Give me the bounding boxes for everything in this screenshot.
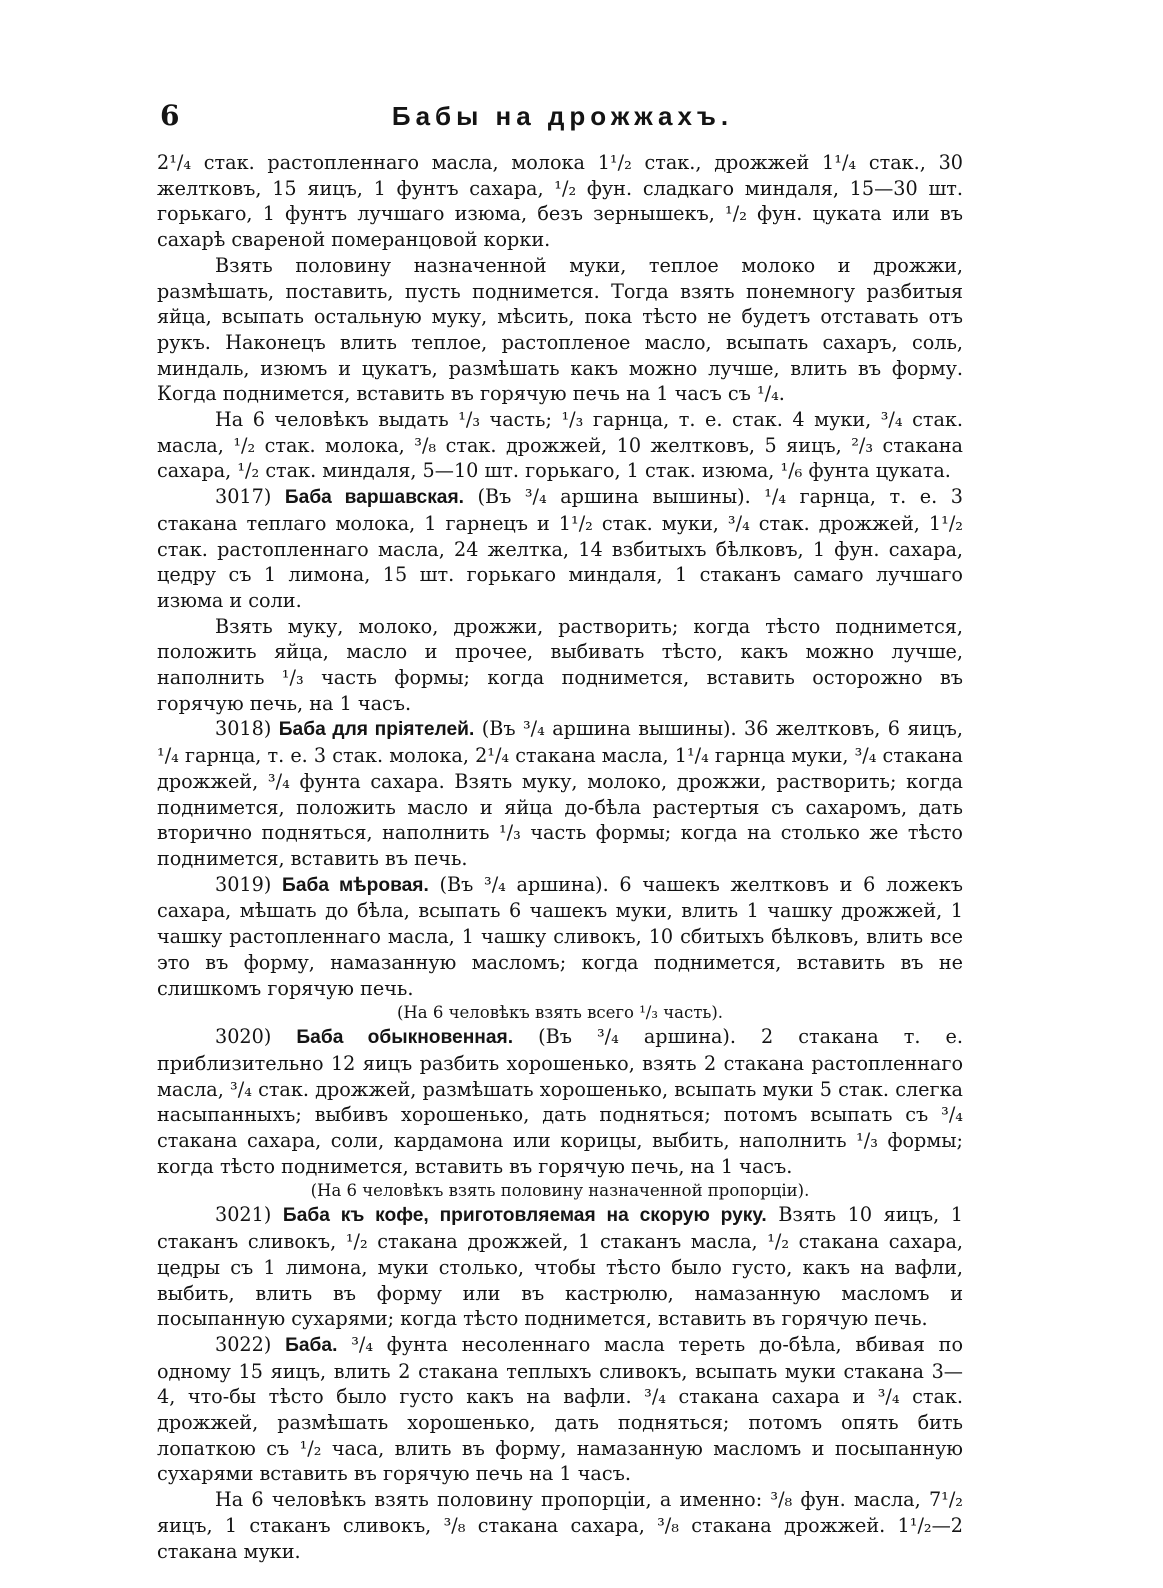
recipe-title: Баба обыкновенная.	[296, 1027, 514, 1049]
page-body	[157, 150, 963, 1564]
recipe-3022-portion: На 6 человѣкъ взять половину пропорціи, а именно: ³/₈ фун. масла, 7¹/₂ яицъ, 1 стаканъ сливокъ, ³/₈ стакана сахара, ³/₈ стакана дрожжей. 1¹/₂—2 стакана муки.	[157, 1488, 963, 1563]
recipe-title: Баба мѣровая.	[282, 874, 429, 896]
recipe-number: 3019)	[215, 872, 272, 896]
recipe-3020-note: (На 6 человѣкъ взять половину назначенной пропорціи).	[310, 1181, 810, 1201]
recipe-3018	[157, 716, 963, 871]
recipe-text: Взять 10 яицъ, 1 стаканъ сливокъ, ¹/₂ стакана дрожжей, 1 стаканъ масла, ¹/₂ стакана сахара, цедры съ 1 лимона, муки столько, чтобы тѣсто было густо, какъ на вафли, выбить, влить въ форму или въ кастрюлю, намазанную масломъ и посыпанную сухарями; когда тѣсто поднимется, вставить въ горячую печь.	[157, 1203, 963, 1331]
recipe-title: Баба къ кофе, приготовляемая на скорую руку.	[282, 1205, 767, 1227]
recipe-text: (Въ ³/₄ аршина). 6 чашекъ желтковъ и 6 ложекъ сахара, мѣшать до бѣла, всыпать 6 чашекъ муки, влить 1 чашку дрожжей, 1 чашку растопленнаго масла, 1 чашку сливокъ, 10 сбитыхъ бѣлковъ, влить все это въ форму, намазанную масломъ; когда поднимется, вставить въ не слишкомъ горячую печь.	[157, 872, 963, 1000]
recipe-number: 3017)	[215, 485, 272, 509]
recipe-3020	[157, 1024, 963, 1179]
recipe-number: 3021)	[215, 1203, 272, 1227]
recipe-title: Баба.	[285, 1334, 338, 1356]
recipe-title: Баба для пріятелей.	[278, 719, 475, 741]
recipe-3021	[157, 1202, 963, 1332]
recipe-number: 3022)	[215, 1332, 272, 1356]
recipe-3019-note: (На 6 человѣкъ взять всего ¹/₃ часть).	[396, 1003, 724, 1023]
recipe-number: 3018)	[215, 717, 272, 741]
recipe-number: 3020)	[215, 1025, 272, 1049]
recipe-text: (Въ ³/₄ аршина вышины). 36 желтковъ, 6 яицъ, ¹/₄ гарнца, т. е. 3 стак. молока, 2¹/₄ стакана масла, 1¹/₄ гарнца муки, ³/₄ стакана дрожжей, ³/₄ фунта сахара. Взять муку, молоко, дрожжи, растворить; когда поднимется, положить масло и яйца до-бѣла растертыя съ сахаромъ, дать вторично подняться, наполнить ¹/₃ часть формы; когда на столько же тѣсто поднимется, вставить въ печь.	[157, 717, 963, 870]
recipe-3019	[157, 872, 963, 1002]
ingredients-paragraph: 2¹/₄ стак. растопленнаго масла, молока 1¹/₂ стак., дрожжей 1¹/₄ стак., 30 желтковъ, 15 яицъ, 1 фунтъ сахара, ¹/₂ фун. сладкаго миндаля, 15—30 шт. горькаго, 1 фунтъ лучшаго изюма, безъ зернышекъ, ¹/₂ фун. цуката или въ сахарѣ свареной померанцовой корки.	[157, 151, 963, 252]
recipe-title: Баба варшавская.	[284, 487, 464, 509]
portion-paragraph: На 6 человѣкъ выдать ¹/₃ часть; ¹/₃ гарнца, т. е. стак. 4 муки, ³/₄ стак. масла, ¹/₂ стак. молока, ³/₈ стак. дрожжей, 10 желтковъ, 5 яицъ, ²/₃ стакана сахара, ¹/₂ стак. миндаля, 5—10 шт. горькаго, 1 стак. изюма, ¹/₆ фунта цуката.	[157, 408, 963, 483]
recipe-text: (Въ ³/₄ аршина вышины). ¹/₄ гарнца, т. е. 3 стакана теплаго молока, 1 гарнецъ и 1¹/₂ стак. муки, ³/₄ стак. дрожжей, 1¹/₂ стак. растопленнаго масла, 24 желтка, 14 взбитыхъ бѣлковъ, 1 фун. сахара, цедру съ 1 лимона, 15 шт. горькаго миндаля, 1 стаканъ самаго лучшаго изюма и соли.	[157, 485, 963, 612]
page-header	[160, 98, 965, 138]
method-paragraph: Взять половину назначенной муки, теплое молоко и дрожжи, размѣшать, поставить, пусть поднимется. Тогда взять понемногу разбитыя яйца, всыпать остальную муку, мѣсить, пока тѣсто не будетъ отставать отъ рукъ. Наконецъ влить теплое, растопленое масло, всыпать сахаръ, соль, миндаль, изюмъ и цукатъ, размѣшать какъ можно лучше, влить въ форму. Когда поднимется, вставить въ горячую печь на 1 часъ съ ¹/₄.	[157, 253, 963, 406]
recipe-3017-method: Взять муку, молоко, дрожжи, растворить; когда тѣсто поднимется, положить яйца, масло и прочее, выбивать тѣсто, какъ можно лучше, наполнить ¹/₃ часть формы; когда поднимется, вставить осторожно въ горячую печь, на 1 часъ.	[157, 614, 963, 715]
recipe-3022	[157, 1332, 963, 1487]
recipe-text: (Въ ³/₄ аршина). 2 стакана т. е. приблизительно 12 яицъ разбить хорошенько, взять 2 стакана растопленнаго масла, ³/₄ стак. дрожжей, размѣшать хорошенько, всыпать муки 5 стак. слегка насыпанныхъ; выбивъ хорошенько, дать подняться; потомъ всыпать съ ³/₄ стакана сахара, соли, кардамона или корицы, выбить, наполнить ¹/₃ формы; когда тѣсто поднимется, вставить въ горячую печь, на 1 часъ.	[157, 1025, 963, 1178]
recipe-3017	[157, 484, 963, 614]
running-title: Бабы на дрожжахъ.	[391, 101, 734, 131]
page-number: 6	[160, 99, 180, 132]
recipe-text: ³/₄ фунта несоленнаго масла тереть до-бѣла, вбивая по одному 15 яицъ, влить 2 стакана теплыхъ сливокъ, всыпать муки стакана 3—4, что-бы тѣсто было густо какъ на вафли. ³/₄ стакана сахара и ³/₄ стак. дрожжей, размѣшать хорошенько, дать подняться; потомъ опять бить лопаткою съ ¹/₂ часа, влить въ форму, намазанную масломъ и посыпанную сухарями вставить въ горячую печь на 1 часъ.	[157, 1332, 963, 1486]
